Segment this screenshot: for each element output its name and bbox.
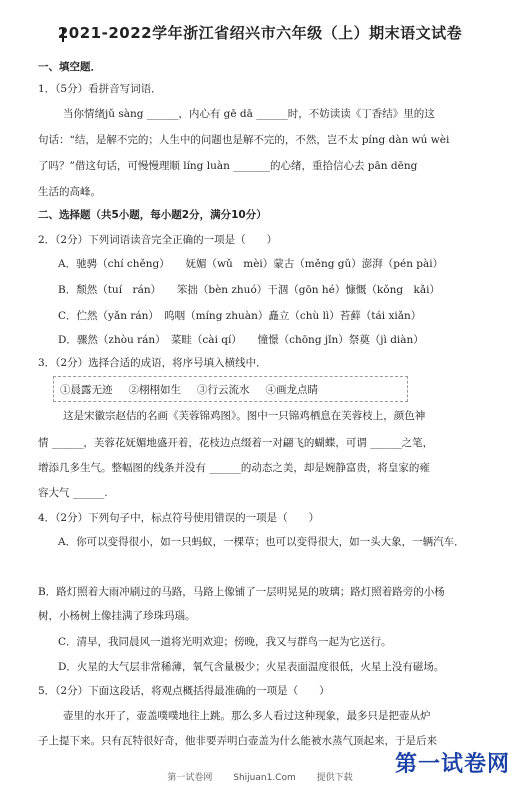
- idiom-choices-box: [53, 376, 408, 402]
- option-b: 树，小杨树上像挂满了珍珠玛瑙。: [38, 610, 196, 622]
- option-c: C．清早，我同晨风一道将光明欢迎；傍晚，我又与群鸟一起为它送行。: [58, 636, 392, 648]
- q3-passage: 容大气 ______.: [38, 487, 108, 499]
- section-heading: 二、选择题（共5小题，每小题2分，满分10分）: [38, 209, 267, 221]
- question-4: 4．（2分）下列句子中，标点符号使用错误的一项是（ ）: [38, 512, 320, 524]
- q5-passage: 子上提下来。只有瓦特很好奇，他非要弄明白壶盖为什么能被水蒸气顶起来，于是后来: [38, 735, 437, 747]
- option-c: C．伫然（yǎn rán） 呜咽（míng zhuàn）矗立（chù lì）苔藓（tái xiǎn）: [58, 310, 422, 322]
- section-heading: 一、填空题．: [38, 61, 101, 73]
- choice-item: ④画龙点睛: [265, 383, 318, 396]
- q5-passage: 壶里的水开了，壶盖噗噗地往上跳。那么多人看过这种现象，最多只是把壶从炉: [63, 710, 431, 722]
- q1-line: 句话：“结，是解不完的；人生中的问题也是解不完的，不然，岂不太 píng dàn wú wèi: [38, 134, 450, 146]
- q3-passage: 增添几多生气。整幅图的线条并没有 ______的动态之美，却是婉静富贵，将皇家的雍: [38, 462, 430, 474]
- q1-line: 了吗？”借这句话，可慢慢理顺 líng luàn _______的心绪，重拾信心去 pān dēng: [38, 160, 418, 172]
- question-5: 5．（2分）下面这段话，将观点概括得最准确的一项是（ ）: [38, 685, 330, 697]
- q3-passage: 这是宋徽宗赵佶的名画《芙蓉锦鸡图》。图中一只锦鸡栖息在芙蓉枝上，颜色神: [63, 410, 426, 422]
- watermark-logo: 第一试卷网: [394, 752, 510, 777]
- option-d: D．骤然（zhòu rán） 菜畦（cài qí） 憧憬（chōng jǐn）祭奠（jì diàn）: [58, 334, 424, 346]
- choice-item: ③行云流水: [197, 383, 250, 396]
- question-2: 2．（2分）下列词语读音完全正确的一项是（ ）: [38, 234, 278, 246]
- footer-download: 提供下载: [316, 773, 353, 783]
- choice-item: ①晨露无迹: [60, 383, 113, 396]
- option-b: B．颓然（tuí rán） 笨拙（bèn zhuó）干涸（gōn hé）慷慨（kǒng kǎi）: [58, 284, 441, 296]
- q1-line: 当你情绪jǔ sàng ______，内心有 gē dā ______时，不妨读读《丁香结》里的这: [63, 108, 435, 120]
- option-a: A．驰骋（chí chěng） 妩媚（wǔ mèi）蒙古（měng gǔ）澎湃（pén pài）: [58, 258, 444, 270]
- question-1: 1．（5分）看拼音写词语．: [38, 83, 162, 95]
- option-b: B．路灯照着大雨冲刷过的马路，马路上像铺了一层明晃晃的玻璃；路灯照着路旁的小杨: [38, 586, 445, 598]
- choice-item: ②栩栩如生: [128, 383, 181, 396]
- q1-line: 生活的高峰。: [38, 186, 101, 198]
- q3-passage: 情 ______，芙蓉花妩媚地盛开着，花枝边点缀着一对翩飞的蝴蝶，可谓 ______之笔，: [38, 437, 434, 449]
- question-3: 3．（2分）选择合适的成语，将序号填入横线中．: [38, 357, 267, 369]
- footer-site: 第一试卷网: [167, 773, 213, 783]
- option-d: D．火星的大气层非常稀薄，氧气含量极少；火星表面温度很低，火星上没有磁场。: [58, 661, 445, 673]
- exam-title: 2021-2022学年浙江省绍兴市六年级（上）期末语文试卷: [57, 24, 463, 42]
- footer-domain: Shijuan1.Com: [233, 773, 296, 783]
- option-a: A．你可以变得很小，如一只蚂蚁，一棵草；也可以变得很大，如一头大象，一辆汽车．: [58, 536, 465, 548]
